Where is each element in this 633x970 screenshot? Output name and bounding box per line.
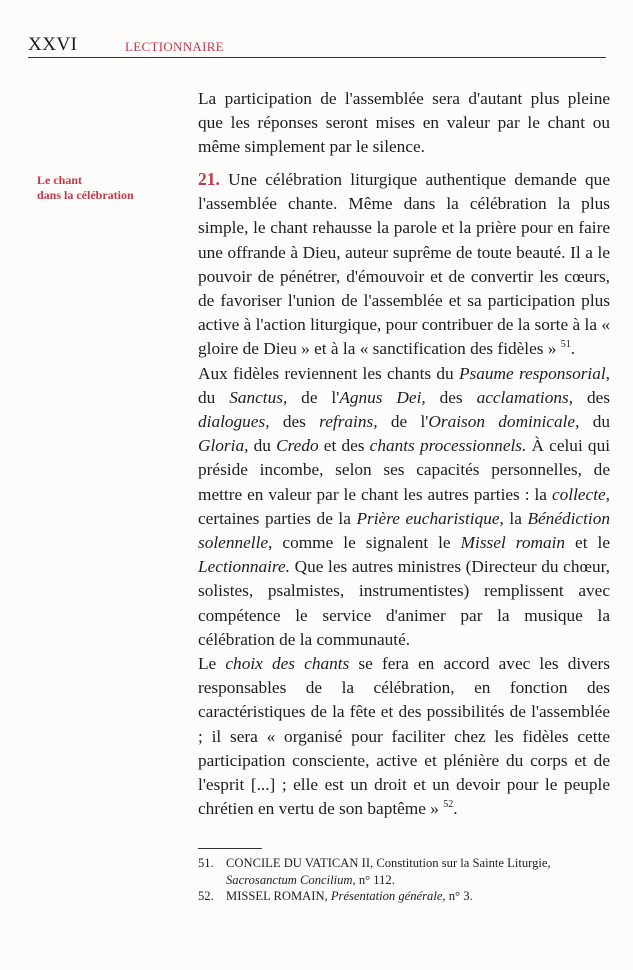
italic-term: Missel romain bbox=[460, 533, 566, 553]
section-number: 21. bbox=[198, 169, 220, 189]
paragraph-text: Une célébration liturgique authentique demande que l'assemblée chante. Même dans la célébration la plus simple, le chant rehausse la parole et la prière pour en faire une offrande à Dieu, auteur suprême de toute beauté. Il a le pouvoir de pénétrer, d'émouvoir et de convertir les cœurs, de favoriser l'union de l'assemblée et sa participation plus active à l'action liturgique, pour contribuer de la sorte à la « gloire de Dieu » et à la « sanctification des fidèles » bbox=[198, 170, 610, 359]
running-title: LECTIONNAIRE bbox=[125, 39, 224, 54]
footnote-title: Sacrosanctum Concilium, bbox=[226, 872, 356, 887]
text-run: . bbox=[453, 799, 458, 819]
text-run: de l' bbox=[377, 412, 429, 432]
section-paragraph-3 bbox=[198, 652, 610, 821]
text-run: Aux fidèles reviennent les chants du bbox=[198, 363, 459, 383]
italic-term: collecte, bbox=[551, 484, 610, 504]
footnote-number: 51. bbox=[198, 856, 214, 870]
text-run: des bbox=[269, 412, 320, 432]
italic-term: Oraison dominicale, bbox=[428, 412, 580, 432]
italic-term: refrains, bbox=[319, 412, 378, 432]
footnote bbox=[198, 855, 610, 888]
text-run: des bbox=[425, 387, 477, 407]
text-run: et le bbox=[565, 533, 610, 553]
text-run: Le bbox=[198, 654, 226, 674]
footnote-author: MISSEL ROMAIN, bbox=[226, 889, 328, 903]
italic-term: Lectionnaire. bbox=[198, 557, 290, 577]
italic-term: dialogues, bbox=[198, 412, 270, 432]
margin-note-line: dans la célébration bbox=[37, 188, 134, 202]
text-run: de l' bbox=[287, 387, 340, 407]
margin-note bbox=[37, 173, 177, 203]
section-21 bbox=[198, 167, 610, 821]
text-run: du bbox=[248, 436, 277, 456]
italic-term: Psaume responsorial, bbox=[458, 363, 610, 383]
italic-term: acclamations, bbox=[476, 387, 574, 407]
running-header bbox=[28, 34, 606, 58]
footnote-ref: n° 112. bbox=[355, 872, 395, 887]
header-rule bbox=[28, 57, 606, 58]
italic-term: Agnus Dei, bbox=[339, 387, 426, 407]
footnote-author: CONCILE DU VATICAN II, bbox=[226, 856, 374, 870]
italic-term: Bénédiction solennelle, bbox=[198, 508, 610, 553]
italic-term: Sanctus, bbox=[229, 387, 288, 407]
section-paragraph-2 bbox=[198, 362, 610, 652]
footnote-title: Présentation générale, bbox=[330, 889, 446, 903]
page-number: XXVI bbox=[28, 34, 78, 55]
margin-note-line: Le chant bbox=[37, 173, 82, 187]
footnotes bbox=[198, 855, 610, 905]
footnote-reference: 52 bbox=[443, 799, 454, 811]
footnote-reference: 51 bbox=[560, 339, 571, 351]
italic-term: Prière eucharistique, bbox=[356, 508, 504, 528]
intro-paragraph-block bbox=[198, 87, 610, 160]
intro-paragraph: La participation de l'assemblée sera d'autant plus pleine que les réponses seront mises en valeur par le chant ou même simplement par le silence. bbox=[198, 89, 610, 157]
footnote bbox=[198, 888, 610, 905]
footnote-ref: n° 3. bbox=[445, 889, 473, 903]
italic-term: chants processionnels. bbox=[369, 436, 527, 456]
text-run: du bbox=[579, 412, 610, 432]
text-run: certaines parties de la bbox=[198, 508, 357, 528]
text-run: du bbox=[198, 387, 230, 407]
text-run: et des bbox=[318, 436, 370, 456]
italic-term: choix des chants bbox=[225, 654, 350, 674]
italic-term: Gloria, bbox=[198, 436, 249, 456]
text-run: se fera en accord avec les divers responsables de la célébration, en fonction des caractéristiques de la fête et des possibilités de l'assemblée ; il sera « organisé pour faciliter chez les fidèles cette participation consciente, active et plénière du corps et de l'esprit [...] ; elle est un droit et un devoir pour le peuple chrétien en vertu de son baptême » bbox=[198, 654, 611, 819]
footnote-rule bbox=[198, 848, 262, 849]
footnote-number: 52. bbox=[198, 889, 214, 903]
text-run: À celui qui préside incombe, selon ses capacités personnelles, de mettre en valeur par le chant les autres parties : la bbox=[198, 436, 611, 504]
footnote-text: Constitution sur la Sainte Liturgie, bbox=[373, 856, 551, 870]
text-run: des bbox=[573, 387, 611, 407]
text-run: la bbox=[503, 508, 528, 528]
paragraph-text: . bbox=[570, 339, 576, 359]
text-run: Que les autres ministres (Directeur du chœur, solistes, psalmistes, instrumentistes) remplissent avec compétence le service d'animer par la musique la célébration de la communauté. bbox=[198, 557, 610, 649]
text-run: comme le signalent le bbox=[272, 533, 461, 553]
italic-term: Credo bbox=[276, 436, 319, 456]
section-paragraph-1 bbox=[198, 167, 610, 362]
